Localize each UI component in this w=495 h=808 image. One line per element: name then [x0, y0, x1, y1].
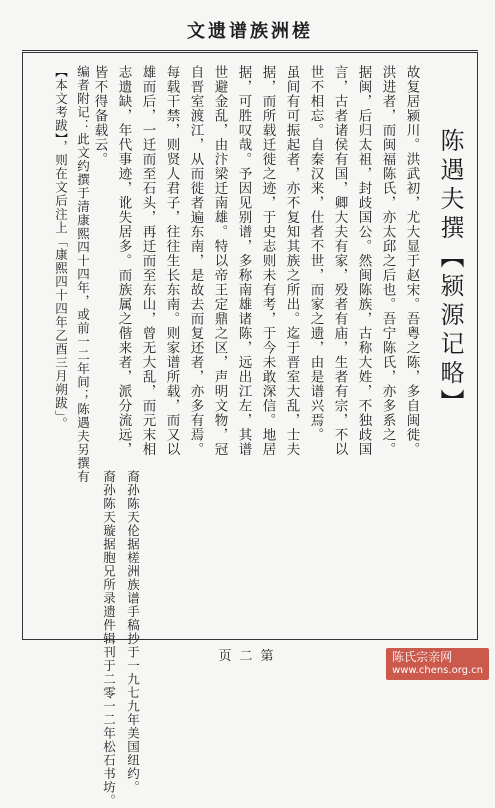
header-title: 文遗谱族洲槎 — [187, 21, 313, 42]
text-column: 据，可胜叹哉。予因见别谱，多称南雄诸陈，远出江左，其谱 — [235, 65, 252, 457]
text-column: 据闽，后归太祖，封歧国公。然闽陈族，古称大姓，不独歧国 — [355, 65, 372, 457]
note-column: 【本文考跋】，则在文后注上「康熙四十四年乙酉三月朔跋」。 — [53, 65, 69, 431]
text-column: 每载干禁，则贤人君子，往往生长东南。则家谱所载，而又以 — [163, 65, 180, 457]
text-column: 言，古者诸侯有国，卿大夫有家，殁者有庙，生者有宗，不以 — [331, 65, 348, 457]
note-column: 裔孙陈天璇据胞兄所录遗件辑刊于二零一二年松石书坊。 — [101, 470, 117, 808]
text-column: 志遗缺，年代事迹，讹失居多。而族属之偕来者，派分流远， — [115, 65, 132, 457]
note-column: 裔孙陈天伦据槎洲族谱手稿抄于一九七九年美国纽约。 — [125, 470, 141, 794]
text-column: 洪进者，而闽福陈氏，亦太邱之后也。吾宁陈氏，亦多系之。 — [379, 65, 396, 457]
header-bar — [22, 10, 478, 51]
text-column: 雄而后，一迁而至石头，再迁而至东山，曾无大乱，而元末相 — [139, 65, 156, 457]
text-column: 世不相忘。自秦汉来，仕者不世，而家之遗，由是谱兴焉。 — [307, 65, 324, 442]
author-heading: 陈遇夫撰【颍源记略】 — [436, 128, 464, 418]
text-column: 自晋室渡江，从而徙者遍东南，是故去而复还者，亦多有焉。 — [187, 65, 204, 457]
watermark-url: www.chens.org.cn — [392, 664, 483, 676]
text-column: 故复居颍川。洪武初，尤大显于赵宋。吾粤之陈，多自闽徙。 — [403, 65, 420, 457]
site-watermark — [386, 648, 489, 681]
text-column: 皆不得备载云。 — [91, 65, 108, 167]
watermark-name: 陈氏宗亲网 — [392, 649, 453, 664]
note-column: 编者附记：此文约撰于清康熙四十四年，或前一二年间；陈遇夫另撰有 — [75, 65, 91, 484]
text-column: 世避金乱，由汴梁迁南雄。特以帝王定鼎之区，声明文物，冠 — [211, 65, 228, 457]
page-number: 页二第 — [218, 649, 282, 664]
text-column: 虽间有可振起者，亦不复知其族之所出。迄于晋室大乱，士夫 — [283, 65, 300, 457]
text-column: 据，而所载迁徙之迹，于史志则未有考，于今未敢深信。地居 — [259, 65, 276, 457]
